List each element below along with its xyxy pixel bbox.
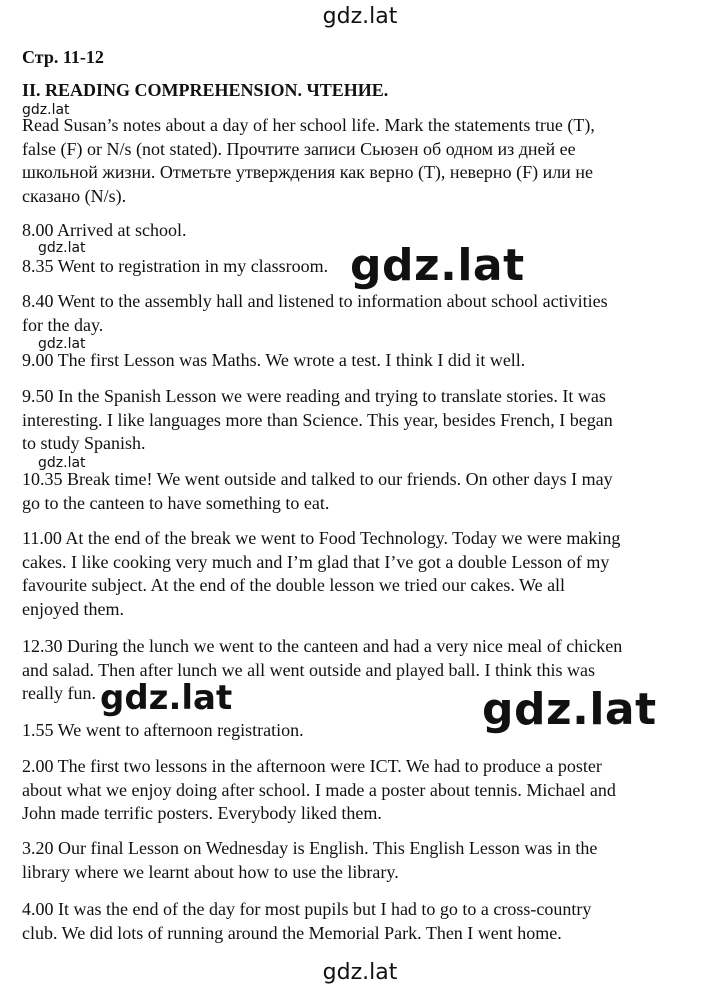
entry-0400	[22, 898, 702, 945]
entry-0840	[22, 290, 702, 337]
entry-line: 1.55 We went to afternoon registration.	[22, 720, 304, 740]
section-title: II. READING COMPREHENSION. ЧТЕНИЕ.	[22, 80, 389, 100]
entry-line: for the day.	[22, 314, 104, 335]
entry-line: interesting. I like languages more than Science. This year, besides French, I began	[22, 409, 613, 430]
entry-0320	[22, 837, 702, 884]
watermark-small: gdz.lat	[38, 455, 86, 471]
entry-line: 3.20 Our final Lesson on Wednesday is English. This English Lesson was in the	[22, 838, 598, 858]
entry-line: cakes. I like cooking very much and I’m glad that I’ve got a double Lesson of my	[22, 551, 610, 572]
entry-1100	[22, 527, 702, 621]
watermark-small: gdz.lat	[38, 240, 86, 256]
entry-0950	[22, 385, 702, 456]
entry-0900	[22, 349, 702, 373]
watermark-small: gdz.lat	[22, 102, 70, 118]
entry-line: John made terrific posters. Everybody liked them.	[22, 803, 382, 823]
entry-line: favourite subject. At the end of the double lesson we tried our cakes. We all	[22, 575, 566, 595]
entry-line: 4.00 It was the end of the day for most pupils but I had to go to a cross-country	[22, 899, 592, 919]
watermark-top: gdz.lat	[322, 4, 398, 29]
instruction-line: школьной жизни. Отметьте утверждения как верно (T), неверно (F) или не	[22, 162, 593, 182]
entry-line: 9.50 In the Spanish Lesson we were reading and trying to translate stories. It was	[22, 386, 606, 406]
instruction-line: false (F) or N/s (not stated). Прочтите записи Сьюзен об одном из дней ее	[22, 138, 576, 159]
watermark-small: gdz.lat	[38, 336, 86, 352]
entry-line: go to the canteen to have something to eat.	[22, 492, 330, 513]
entry-0800	[22, 219, 702, 243]
entry-line: to study Spanish.	[22, 433, 146, 453]
watermark-big: gdz.lat	[350, 240, 525, 291]
entry-line: about what we enjoy doing after school. I made a poster about tennis. Michael and	[22, 779, 616, 800]
entry-line: 8.00 Arrived at school.	[22, 220, 187, 240]
instruction-line: Read Susan’s notes about a day of her school life. Mark the statements true (T),	[22, 115, 595, 135]
page-reference: Стр. 11-12	[22, 47, 104, 67]
entry-line: 2.00 The first two lessons in the afternoon were ICT. We had to produce a poster	[22, 756, 602, 776]
entry-line: and salad. Then after lunch we all went outside and played ball. I think this was	[22, 659, 596, 680]
entry-0200	[22, 755, 702, 826]
entry-line: 8.35 Went to registration in my classroom.	[22, 256, 329, 276]
entry-line: 8.40 Went to the assembly hall and listened to information about school activities	[22, 291, 608, 311]
watermark-mid: gdz.lat	[100, 678, 233, 718]
entry-line: library where we learnt about how to use the library.	[22, 861, 399, 882]
entry-line: really fun.	[22, 683, 96, 703]
entry-line: club. We did lots of running around the Memorial Park. Then I went home.	[22, 922, 562, 943]
entry-1035	[22, 468, 702, 515]
entry-line: 10.35 Break time! We went outside and talked to our friends. On other days I may	[22, 469, 613, 489]
entry-line: enjoyed them.	[22, 598, 124, 619]
entry-line: 9.00 The first Lesson was Maths. We wrote a test. I think I did it well.	[22, 350, 526, 370]
entry-line: 11.00 At the end of the break we went to Food Technology. Today we were making	[22, 528, 621, 548]
instruction-line: сказано (N/s).	[22, 185, 127, 206]
instructions	[22, 114, 702, 208]
watermark-big: gdz.lat	[482, 684, 657, 735]
entry-line: 12.30 During the lunch we went to the canteen and had a very nice meal of chicken	[22, 636, 623, 656]
entry-0155	[22, 719, 702, 743]
watermark-bottom: gdz.lat	[322, 960, 398, 985]
